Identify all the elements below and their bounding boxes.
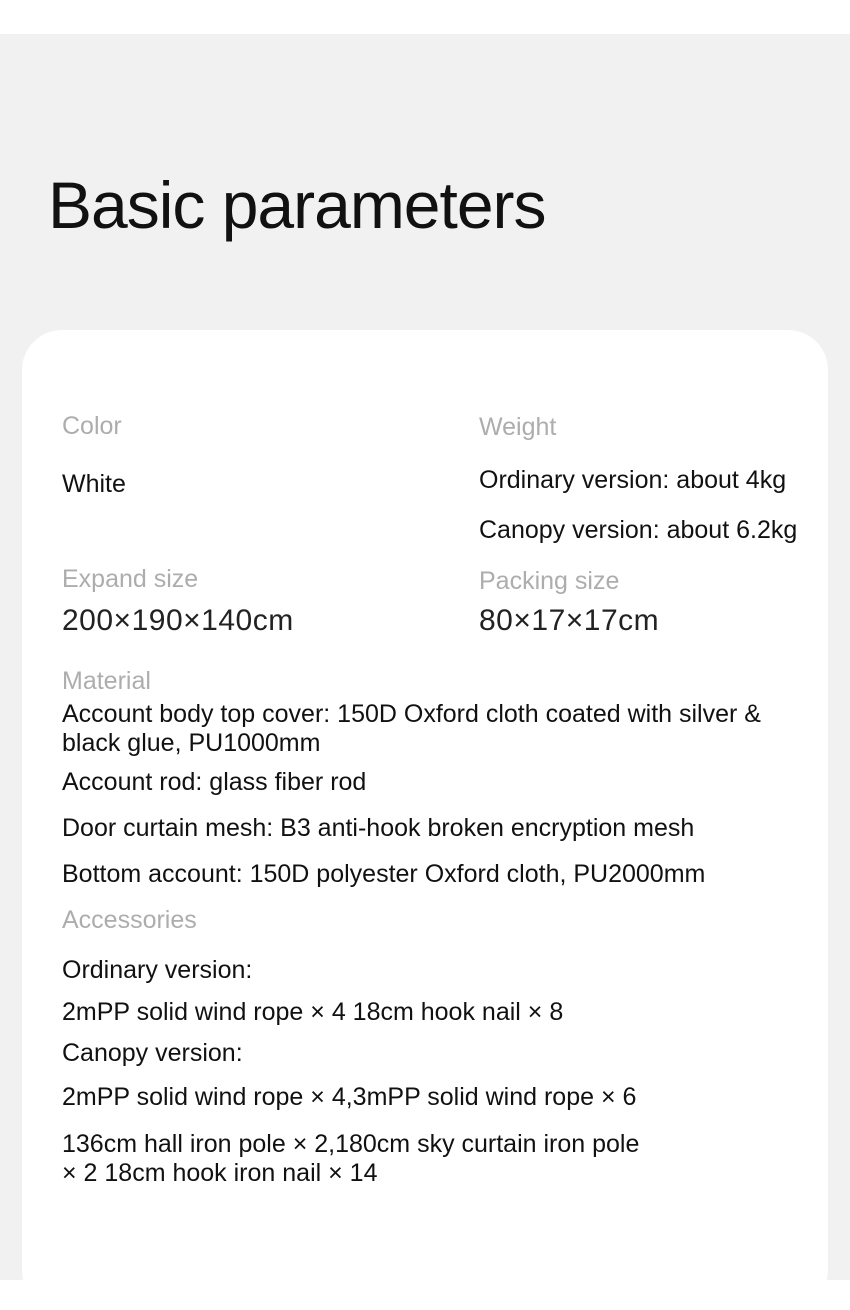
accessories-label: Accessories <box>62 906 197 934</box>
material-label: Material <box>62 667 151 695</box>
packing-size-label: Packing size <box>479 567 620 595</box>
material-item-mesh: Door curtain mesh: B3 anti-hook broken encryption mesh <box>62 814 695 842</box>
accessories-canopy-items-1: 2mPP solid wind rope × 4,3mPP solid wind rope × 6 <box>62 1083 637 1111</box>
expand-size-label: Expand size <box>62 565 199 593</box>
weight-canopy: Canopy version: about 6.2kg <box>479 516 798 544</box>
page-title: Basic parameters <box>48 168 546 242</box>
color-label: Color <box>62 412 122 440</box>
material-item-rod: Account rod: glass fiber rod <box>62 768 367 796</box>
material-item-bottom: Bottom account: 150D polyester Oxford cloth, PU2000mm <box>62 860 706 888</box>
packing-size-value: 80×17×17cm <box>479 604 660 637</box>
color-value: White <box>62 470 126 498</box>
weight-ordinary: Ordinary version: about 4kg <box>479 466 787 494</box>
material-item-top-cover: Account body top cover: 150D Oxford cloth coated with silver & black glue, PU1000mm <box>62 700 761 757</box>
accessories-canopy-title: Canopy version: <box>62 1039 243 1067</box>
expand-size-value: 200×190×140cm <box>62 604 294 637</box>
accessories-canopy-items-2: 136cm hall iron pole × 2,180cm sky curtain iron pole × 2 18cm hook iron nail × 14 <box>62 1130 640 1187</box>
accessories-ordinary-title: Ordinary version: <box>62 956 253 984</box>
accessories-ordinary-items: 2mPP solid wind rope × 4 18cm hook nail × 8 <box>62 998 564 1026</box>
weight-label: Weight <box>479 413 557 441</box>
